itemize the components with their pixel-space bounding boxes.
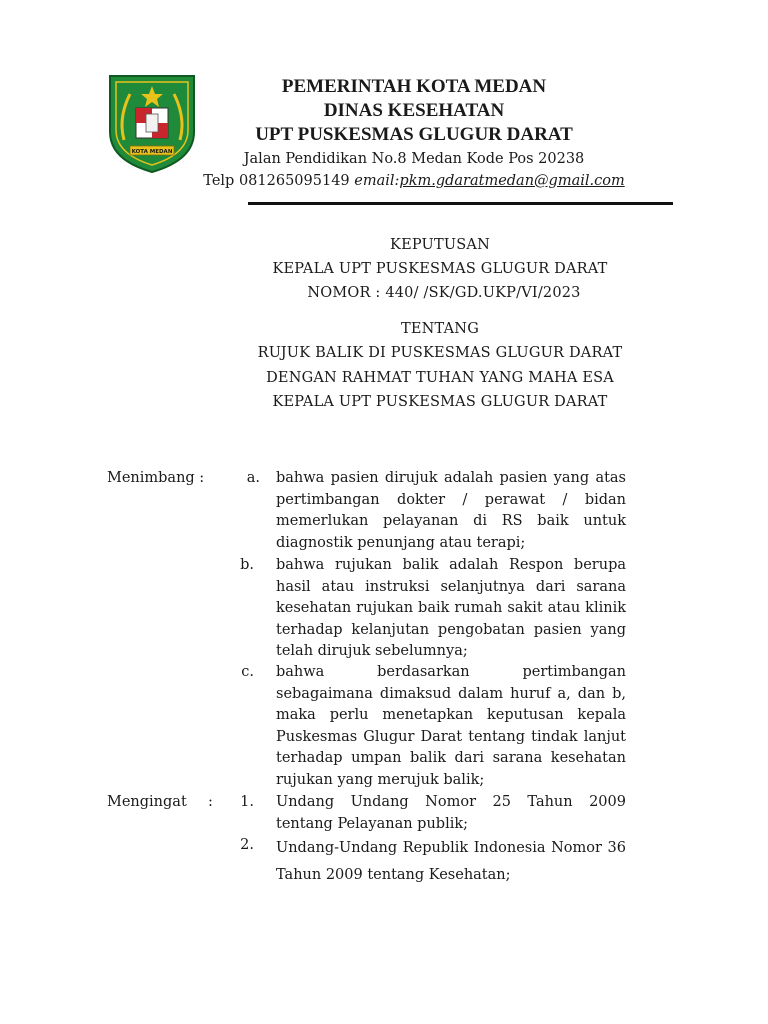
mengingat-item-2: Undang-Undang Republik Indonesia Nomor 36 Tahun 2009 tentang Kesehatan;	[276, 840, 626, 883]
item-marker-a: a.	[246, 470, 260, 486]
letterhead-divider	[248, 202, 673, 205]
letterhead-line-2: DINAS KESEHATAN	[323, 100, 505, 121]
letterhead-line-1: PEMERINTAH KOTA MEDAN	[281, 76, 547, 97]
letterhead-line-3: UPT PUSKESMAS GLUGUR DARAT	[255, 124, 573, 145]
email-link[interactable]: pkm.gdaratmedan@gmail.com	[399, 173, 625, 189]
item-marker-c: c.	[241, 664, 254, 680]
title-keputusan: KEPUTUSAN	[390, 237, 490, 253]
letterhead-address: Jalan Pendidikan No.8 Medan Kode Pos 20238	[243, 151, 585, 167]
title-nomor: NOMOR : 440/ /SK/GD.UKP/VI/2023	[307, 285, 581, 301]
mengingat-item-1: Undang Undang Nomor 25 Tahun 2009 tentang Pelayanan publik;	[276, 794, 626, 832]
logo-ribbon-text: KOTA MEDAN	[131, 149, 173, 155]
letterhead-contact	[0, 173, 768, 189]
title-kepala: KEPALA UPT PUSKESMAS GLUGUR DARAT	[272, 261, 608, 277]
item-marker-1: 1.	[240, 794, 254, 810]
title-tentang: TENTANG	[401, 321, 479, 337]
menimbang-item-a: bahwa pasien dirujuk adalah pasien yang atas pertimbangan dokter / perawat / bidan memerlukan pelayanan di RS baik untuk diagnostik penunjang atau terapi;	[276, 470, 626, 551]
menimbang-item-b: bahwa rujukan balik adalah Respon berupa hasil atau instruksi selanjutnya dari sarana kesehatan rujukan baik rumah sakit atau klinik terhadap kelanjutan pengobatan pasien yang telah dirujuk sebelumnya;	[276, 557, 626, 659]
mengingat-colon: :	[208, 794, 213, 810]
title-subject: RUJUK BALIK DI PUSKESMAS GLUGUR DARAT	[257, 345, 623, 361]
mengingat-label: Mengingat	[107, 794, 187, 810]
title-rahmat: DENGAN RAHMAT TUHAN YANG MAHA ESA	[266, 370, 614, 386]
menimbang-label: Menimbang :	[107, 470, 205, 486]
item-marker-b: b.	[240, 557, 254, 573]
email-label: email:	[354, 173, 400, 189]
item-marker-2: 2.	[240, 837, 254, 853]
menimbang-item-c: bahwa berdasarkan pertimbangan sebagaimana dimaksud dalam huruf a, dan b, maka perlu menetapkan keputusan kepala Puskesmas Glugur Darat tentang tindak lanjut terhadap umpan balik dari sarana kesehatan rujukan yang merujuk balik;	[276, 664, 626, 788]
title-kepala-2: KEPALA UPT PUSKESMAS GLUGUR DARAT	[272, 394, 608, 410]
letterhead-phone: Telp 081265095149	[203, 173, 355, 189]
